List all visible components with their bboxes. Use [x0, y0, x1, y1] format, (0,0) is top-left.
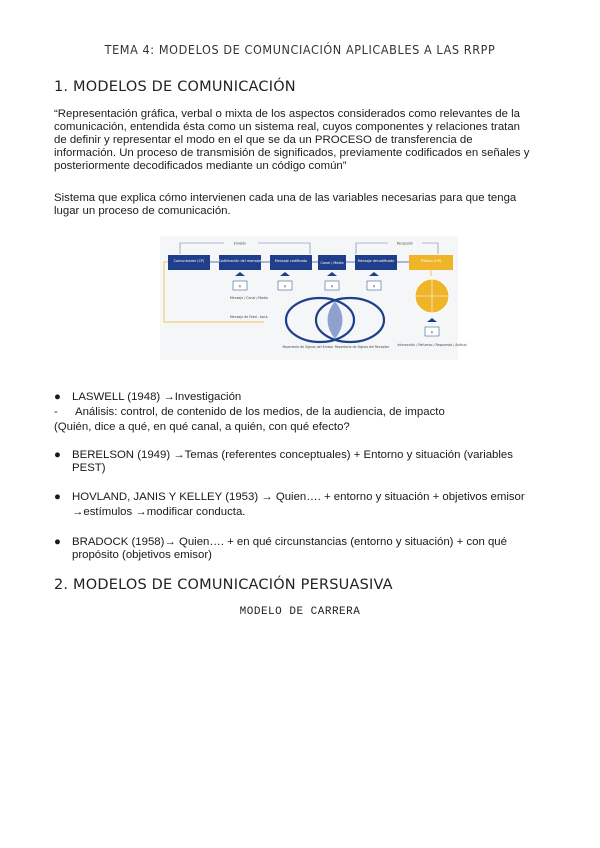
system-line: lugar un proceso de comunicación.: [54, 205, 231, 217]
reception-label: Recepción: [396, 241, 414, 246]
box-label: Codificación del mensaje: [218, 259, 262, 263]
box-label: Canal / Medio: [320, 261, 344, 265]
list-item-text: →estímulos →modificar conducta.: [72, 506, 246, 518]
list-item-text: BRADOCK (1958)→ Quien…. + en qué circunstancias (entorno y situación) + con qué: [72, 536, 507, 548]
list-item-text: BERELSON (1949) →Temas (referentes conceptuales) + Entorno y situación (variables: [72, 449, 513, 461]
modelo-carrera-subtitle: MODELO DE CARRERA: [239, 606, 361, 618]
box-label: Mensaje codificado: [274, 259, 308, 263]
bullet-icon: ●: [54, 449, 61, 461]
list-item-text: propósito (objetivos emisor): [72, 549, 212, 561]
list-item-text: PEST): [72, 462, 106, 474]
note: Repertorio de Signos del Emisor: [282, 345, 334, 349]
note: Repertorio de Signos del Receptor: [334, 345, 390, 349]
definition-line: información. Un proceso de transmisión de significados, previamente codificados en señales y: [54, 147, 530, 159]
bullet-icon: ●: [54, 391, 61, 403]
r-label: R: [283, 284, 287, 289]
definition-line: posteriormente decodificados mediante un código común”: [54, 160, 347, 172]
section-1-heading: 1. MODELOS DE COMUNICACIÓN: [54, 79, 296, 95]
list-item-text: LASWELL (1948) →Investigación: [72, 391, 242, 403]
emission-label: Emisión: [233, 241, 247, 246]
document-title: TEMA 4: MODELOS DE COMUNCIACIÓN APLICABLES A LAS RRPP: [104, 42, 496, 57]
analisis-dash: -: [54, 406, 58, 418]
note: Mensaje / Canal / Medio: [230, 296, 269, 300]
definition-line: comunicación, entendida ésta como un sistema real, cuyos componentes y relaciones tratan: [54, 121, 521, 133]
r-label: R: [430, 330, 434, 335]
section-2-heading: 2. MODELOS DE COMUNICACIÓN PERSUASIVA: [54, 577, 393, 593]
box-label: Mensaje decodificado: [357, 259, 395, 263]
bullet-icon: ●: [54, 491, 61, 503]
note: Mensaje de Feed - back: [230, 315, 268, 319]
box-label: Comunicador (CP): [173, 259, 205, 263]
definition-line: de definir y representar el modo en el que se da un PROCESO de transferencia de: [54, 134, 473, 146]
bullet-icon: ●: [54, 536, 61, 548]
definition-line: “Representación gráfica, verbal o mixta de los aspectos considerados como relevantes de la: [54, 108, 520, 120]
communication-model-diagram: [160, 236, 467, 360]
analisis-text: Análisis: control, de contenido de los medios, de la audiencia, de impacto: [75, 406, 445, 418]
r-label: R: [330, 284, 334, 289]
note: Interacción / Refuerzo / Respuesta / Actitud: [397, 343, 467, 347]
box-label: Público (CR): [420, 259, 442, 263]
list-item-text: HOVLAND, JANIS Y KELLEY (1953) → Quien…. + entorno y situación + objetivos emisor: [72, 491, 525, 503]
system-line: Sistema que explica cómo intervienen cada una de las variables necesarias para que tenga: [54, 192, 517, 204]
r-label: R: [238, 284, 242, 289]
quien-text: (Quién, dice a qué, en qué canal, a quién, con qué efecto?: [54, 421, 350, 433]
r-label: R: [372, 284, 376, 289]
